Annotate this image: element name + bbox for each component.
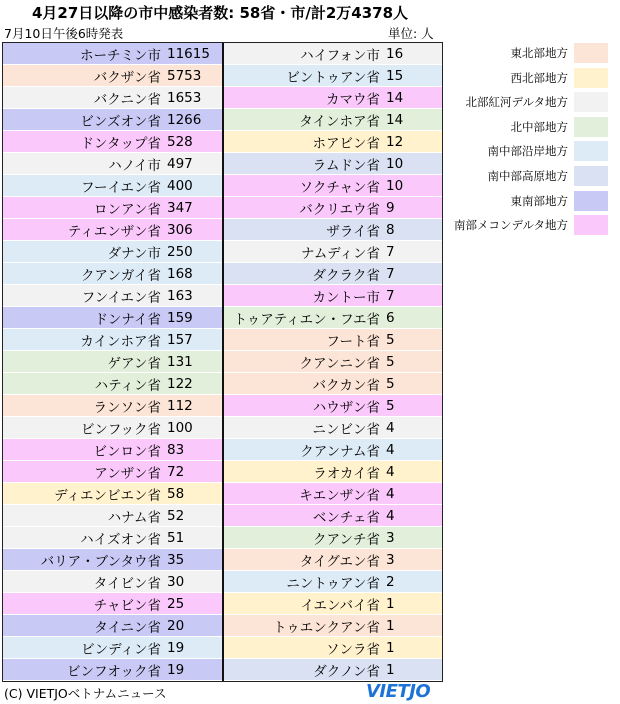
case-count: 30	[167, 573, 185, 590]
table-row	[224, 395, 442, 417]
table-row	[3, 549, 222, 571]
case-count: 51	[167, 529, 185, 546]
table-row	[224, 219, 442, 241]
case-count: 25	[167, 595, 185, 612]
province-name: ソンラ省	[326, 641, 380, 658]
announcement-time: 7月10日午後6時発表	[4, 26, 124, 41]
case-count: 112	[167, 397, 193, 414]
table-row	[3, 461, 222, 483]
legend-item	[452, 67, 620, 89]
case-count: 306	[167, 221, 193, 238]
case-count: 1	[386, 595, 395, 612]
table-row	[3, 373, 222, 395]
table-row	[3, 65, 222, 87]
table-row	[3, 197, 222, 219]
table-column-right	[224, 43, 442, 681]
province-name: ダクラク省	[312, 267, 380, 284]
case-count: 250	[167, 243, 193, 260]
table-row	[3, 417, 222, 439]
province-name: ニンビン省	[312, 421, 380, 438]
province-name: ビンフオック省	[67, 663, 161, 680]
case-count: 168	[167, 265, 193, 282]
table-row	[3, 505, 222, 527]
case-count: 5	[386, 353, 395, 370]
legend-swatch	[574, 92, 608, 112]
table-row	[3, 175, 222, 197]
province-name: バクニン省	[93, 91, 161, 108]
table-row	[224, 175, 442, 197]
legend-item	[452, 116, 620, 138]
case-count: 7	[386, 243, 395, 260]
case-count: 15	[386, 67, 404, 84]
case-count: 10	[386, 155, 404, 172]
case-count: 3	[386, 529, 395, 546]
province-name: ハナム省	[107, 509, 161, 526]
table-row	[3, 153, 222, 175]
legend-swatch	[574, 117, 608, 137]
table-row	[224, 153, 442, 175]
case-count: 9	[386, 199, 395, 216]
legend-label: 北中部地方	[510, 119, 568, 134]
table-row	[3, 351, 222, 373]
province-name: ナムディン省	[301, 245, 380, 262]
case-count: 14	[386, 89, 404, 106]
case-count: 163	[167, 287, 193, 304]
table-row	[224, 351, 442, 373]
table-row	[224, 637, 442, 659]
table-row	[224, 263, 442, 285]
table-row	[224, 197, 442, 219]
case-count: 100	[167, 419, 193, 436]
legend-label: 西北部地方	[510, 70, 568, 85]
table-row	[224, 549, 442, 571]
province-name: ランソン省	[93, 399, 161, 416]
legend-item	[452, 42, 620, 64]
legend-swatch	[574, 191, 608, 211]
table-row	[224, 373, 442, 395]
case-count: 1653	[167, 89, 202, 106]
table-row	[3, 615, 222, 637]
province-name: トゥアティエン・フエ省	[233, 311, 380, 328]
case-count: 1266	[167, 111, 202, 128]
table-row	[3, 285, 222, 307]
province-name: カインホア省	[80, 333, 161, 350]
table-row	[3, 483, 222, 505]
province-name: ハイフォン市	[300, 47, 380, 64]
province-name: クアンガイ省	[80, 267, 161, 284]
province-name: ラオカイ省	[313, 465, 380, 482]
vietjo-logo: VIETJO	[366, 681, 431, 702]
province-name: クアンチ省	[313, 531, 380, 548]
province-name: ダナン市	[107, 245, 161, 262]
case-count: 4	[386, 485, 395, 502]
table-row	[3, 395, 222, 417]
table-row	[3, 109, 222, 131]
case-count: 3	[386, 551, 395, 568]
province-name: ロンアン省	[94, 201, 161, 218]
table-row	[224, 439, 442, 461]
table-row	[224, 65, 442, 87]
province-name: クアンナム省	[300, 443, 380, 460]
table-row	[3, 87, 222, 109]
legend-swatch	[574, 68, 608, 88]
case-count: 58	[167, 485, 185, 502]
table-row	[3, 241, 222, 263]
case-count: 72	[167, 463, 185, 480]
copyright-footer: (C) VIETJOベトナムニュース	[4, 686, 167, 701]
table-row	[224, 659, 442, 681]
case-count: 5	[386, 331, 395, 348]
legend-label: 北部紅河デルタ地方	[465, 95, 568, 110]
table-row	[3, 571, 222, 593]
legend-swatch	[574, 166, 608, 186]
case-count: 12	[386, 133, 404, 150]
case-count: 10	[386, 177, 404, 194]
table-row	[3, 263, 222, 285]
legend-label: 南部メコンデルタ地方	[454, 218, 568, 233]
table-row	[224, 43, 442, 65]
province-name: カントー市	[312, 289, 380, 306]
province-name: ベンチェ省	[312, 509, 380, 526]
table-row	[3, 219, 222, 241]
case-count: 347	[167, 199, 193, 216]
province-name: ハイズオン省	[80, 531, 161, 548]
table-row	[224, 87, 442, 109]
table-column-left	[3, 43, 222, 681]
case-count: 7	[386, 287, 395, 304]
province-name: ビンフック省	[80, 421, 161, 438]
province-name: ホアビン省	[312, 135, 380, 152]
province-name: タイグエン省	[299, 553, 380, 570]
table-row	[224, 131, 442, 153]
province-name: アンザン省	[94, 465, 161, 482]
province-name: ビンディン省	[81, 641, 161, 658]
province-name: ドンタップ省	[80, 135, 161, 152]
province-name: クアンニン省	[299, 355, 380, 372]
province-name: タインホア省	[299, 113, 380, 130]
province-name: バクザン省	[93, 69, 161, 86]
case-count: 1	[386, 661, 395, 678]
province-name: ビンズオン省	[80, 113, 161, 130]
legend-item	[452, 165, 620, 187]
case-count: 122	[167, 375, 193, 392]
case-count: 131	[167, 353, 193, 370]
province-name: タイニン省	[94, 619, 161, 636]
province-name: チャビン省	[93, 597, 161, 614]
page-title: 4月27日以降の市中感染者数: 58省・市/計2万4378人	[31, 4, 409, 22]
province-name: ビンロン省	[93, 443, 161, 460]
province-name: バリア・ブンタウ省	[40, 553, 161, 570]
table-row	[224, 307, 442, 329]
table-row	[224, 285, 442, 307]
case-count: 16	[386, 45, 404, 62]
province-name: タイビン省	[93, 575, 161, 592]
table-row	[3, 43, 222, 65]
province-name: ニントゥアン省	[286, 575, 380, 592]
province-name: ハウザン省	[312, 399, 380, 416]
legend-label: 南中部高原地方	[487, 168, 568, 183]
province-name: トゥエンクアン省	[273, 619, 380, 636]
province-name: イエンバイ省	[300, 597, 380, 614]
legend-item	[452, 190, 620, 212]
province-name: ハノイ市	[108, 157, 161, 174]
case-count: 14	[386, 111, 404, 128]
province-name: フンイエン省	[81, 289, 161, 306]
case-count: 1	[386, 639, 395, 656]
table-row	[224, 593, 442, 615]
table-row	[224, 505, 442, 527]
legend-label: 東北部地方	[510, 46, 568, 60]
legend-swatch	[574, 215, 608, 235]
table-row	[3, 593, 222, 615]
table-row	[224, 615, 442, 637]
province-name: バクリエウ省	[299, 201, 380, 218]
province-name: ソクチャン省	[299, 179, 380, 196]
case-count: 19	[167, 661, 185, 678]
case-count: 83	[167, 441, 185, 458]
case-count: 35	[167, 551, 185, 568]
table-row	[224, 461, 442, 483]
case-count: 7	[386, 265, 395, 282]
case-count: 8	[386, 221, 395, 238]
legend-item	[452, 140, 620, 162]
table-row	[224, 417, 442, 439]
province-name: キエンザン省	[299, 487, 380, 504]
province-name: フート省	[326, 333, 380, 350]
province-name: ホーチミン市	[80, 47, 161, 64]
unit-label: 単位: 人	[388, 26, 434, 41]
province-name: ザライ省	[326, 223, 380, 240]
case-count: 157	[167, 331, 193, 348]
table-row	[3, 527, 222, 549]
province-name: ラムドン省	[312, 157, 380, 174]
province-name: カマウ省	[326, 91, 380, 108]
province-name: ビントゥアン省	[286, 69, 380, 86]
case-count: 11615	[167, 45, 210, 62]
table-row	[3, 439, 222, 461]
legend-swatch	[574, 43, 608, 63]
case-count: 528	[167, 133, 193, 150]
province-name: ゲアン省	[107, 355, 161, 372]
province-name: ディエンビエン省	[54, 487, 161, 504]
case-count: 5	[386, 375, 395, 392]
case-count: 4	[386, 463, 395, 480]
table-row	[3, 307, 222, 329]
case-count-table	[2, 42, 443, 682]
table-row	[224, 329, 442, 351]
case-count: 2	[386, 573, 395, 590]
case-count: 4	[386, 441, 395, 458]
table-row	[224, 109, 442, 131]
case-count: 5	[386, 397, 395, 414]
legend-label: 東南部地方	[510, 193, 568, 208]
legend-swatch	[574, 141, 608, 161]
legend-item	[452, 214, 620, 236]
table-row	[3, 329, 222, 351]
province-name: ドンナイ省	[94, 311, 161, 328]
table-row	[224, 483, 442, 505]
province-name: ダクノン省	[313, 663, 380, 680]
case-count: 1	[386, 617, 395, 634]
table-row	[3, 131, 222, 153]
case-count: 52	[167, 507, 185, 524]
case-count: 497	[167, 155, 193, 172]
case-count: 4	[386, 419, 395, 436]
province-name: フーイエン省	[80, 179, 161, 196]
legend-item	[452, 91, 620, 113]
case-count: 6	[386, 309, 395, 326]
case-count: 400	[167, 177, 193, 194]
case-count: 159	[167, 309, 193, 326]
province-name: バクカン省	[312, 377, 380, 394]
province-name: ハティン省	[94, 377, 161, 394]
case-count: 20	[167, 617, 185, 634]
province-name: ティエンザン省	[67, 223, 161, 240]
table-row	[3, 659, 222, 681]
table-row	[224, 571, 442, 593]
legend-label: 南中部沿岸地方	[487, 144, 568, 159]
table-row	[224, 241, 442, 263]
table-row	[3, 637, 222, 659]
case-count: 4	[386, 507, 395, 524]
region-legend	[452, 42, 620, 239]
case-count: 5753	[167, 67, 202, 84]
table-row	[224, 527, 442, 549]
case-count: 19	[167, 639, 185, 656]
